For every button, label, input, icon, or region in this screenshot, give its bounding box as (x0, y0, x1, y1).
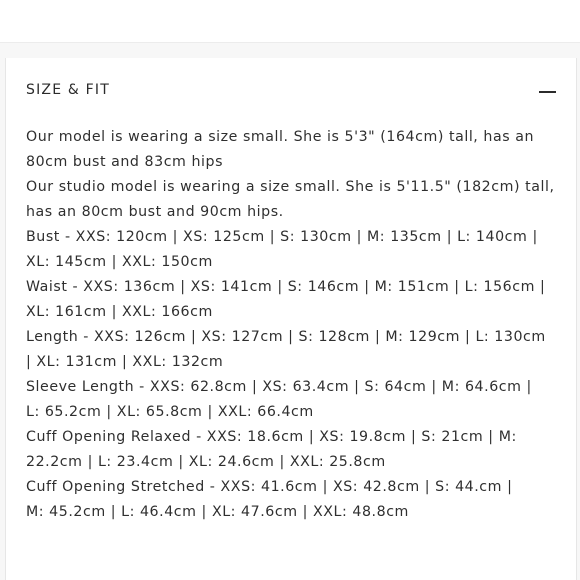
size-fit-header[interactable] (6, 58, 576, 126)
text-line: | XL: 131cm | XXL: 132cm (26, 354, 224, 370)
text-line: Our studio model is wearing a size small. She is 5'11.5" (182cm) tall, (26, 179, 555, 195)
section-title: SIZE & FIT (26, 82, 111, 98)
text-line: L: 65.2cm | XL: 65.8cm | XXL: 66.4cm (26, 404, 314, 420)
size-fit-content (26, 125, 561, 525)
text-line: 22.2cm | L: 23.4cm | XL: 24.6cm | XXL: 25.8cm (26, 454, 386, 470)
text-line: Length - XXS: 126cm | XS: 127cm | S: 128cm | M: 129cm | L: 130cm (26, 329, 546, 345)
minus-icon[interactable] (539, 91, 556, 93)
text-line: Bust - XXS: 120cm | XS: 125cm | S: 130cm | M: 135cm | L: 140cm | (26, 229, 538, 245)
text-line: 80cm bust and 83cm hips (26, 154, 224, 170)
text-line: Cuff Opening Relaxed - XXS: 18.6cm | XS: 19.8cm | S: 21cm | M: (26, 429, 517, 445)
text-line: XL: 161cm | XXL: 166cm (26, 304, 213, 320)
text-line: Our model is wearing a size small. She is 5'3" (164cm) tall, has an (26, 129, 535, 145)
size-fit-panel (5, 58, 577, 580)
top-bar (0, 0, 580, 43)
text-line: Sleeve Length - XXS: 62.8cm | XS: 63.4cm | S: 64cm | M: 64.6cm | (26, 379, 532, 395)
text-line: M: 45.2cm | L: 46.4cm | XL: 47.6cm | XXL: 48.8cm (26, 504, 409, 520)
text-line: Cuff Opening Stretched - XXS: 41.6cm | XS: 42.8cm | S: 44.cm | (26, 479, 513, 495)
text-line: Waist - XXS: 136cm | XS: 141cm | S: 146cm | M: 151cm | L: 156cm | (26, 279, 546, 295)
text-line: has an 80cm bust and 90cm hips. (26, 204, 284, 220)
text-line: XL: 145cm | XXL: 150cm (26, 254, 213, 270)
